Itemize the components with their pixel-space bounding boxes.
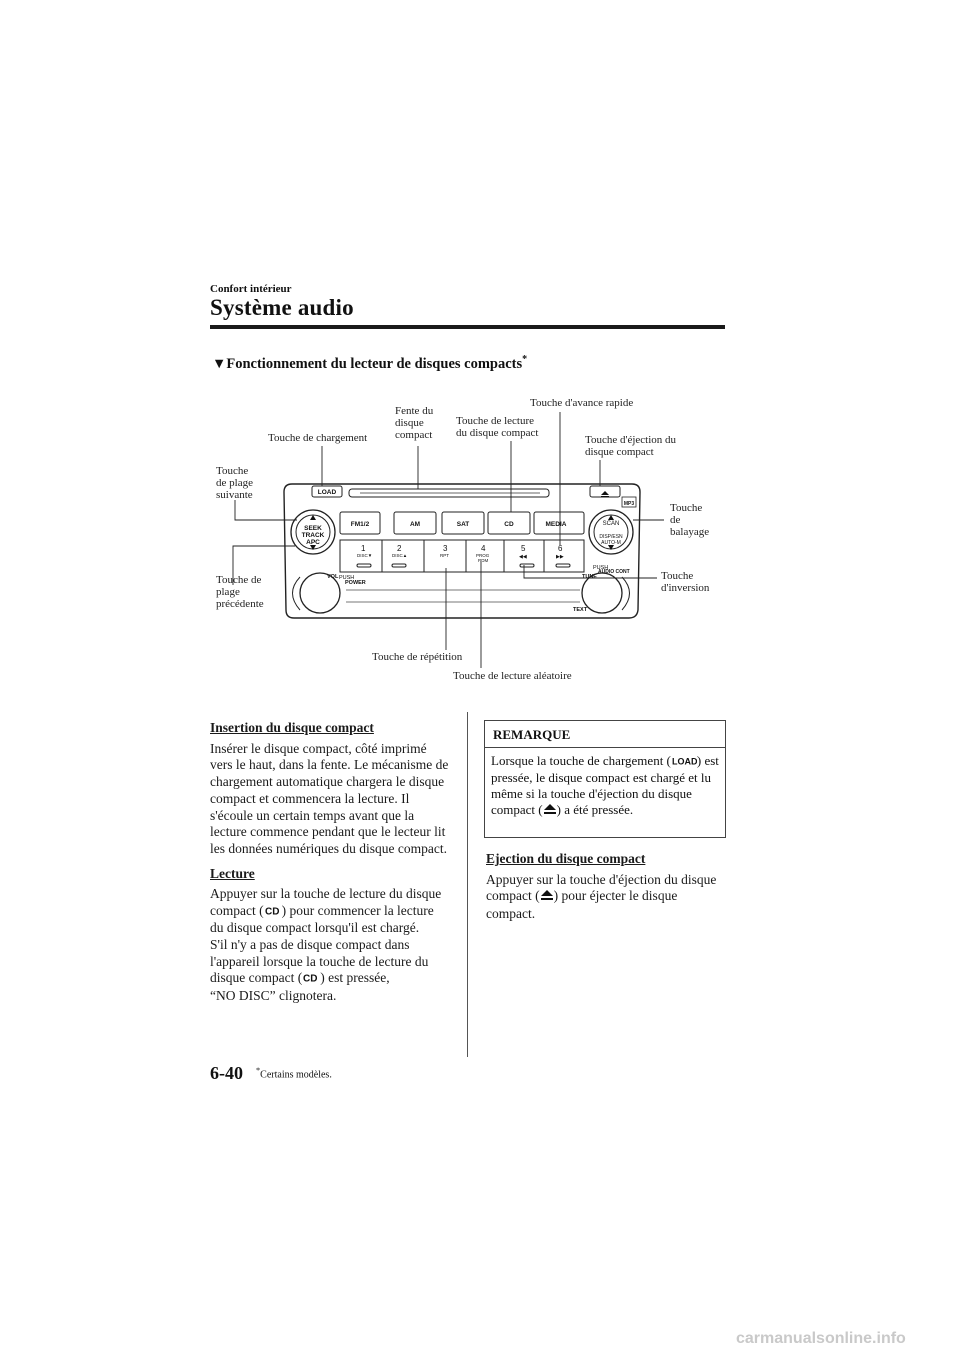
label-fente-3: compact [395,429,433,441]
panel-outline [284,484,640,618]
eject-icon [540,889,554,906]
label-avance: Touche d'avance rapide [530,397,634,409]
footer-note-text: Certains modèles. [260,1069,332,1081]
section-marker: ▼ [212,355,227,372]
heading-ejection: Ejection du disque compact [486,851,646,866]
label-precedente [216,574,264,610]
label-suivante-2: de plage [216,477,253,489]
svg-text:CD: CD [264,906,280,916]
preset-2-sub: DISC▲ [392,553,408,558]
page-title: Système audio [210,295,354,320]
panel-apc-text: APC [306,539,320,546]
panel-disp-text: DISP/ESN [599,534,623,540]
preset-4-sub: PROG [476,553,490,558]
preset-4-text: 4 [481,544,486,553]
label-inversion [661,570,709,594]
panel-logo-text: MP3 [623,501,635,507]
note-body [485,748,725,819]
column-divider [467,712,468,1057]
panel-vol-text: VOL [327,574,339,580]
footer-asterisk: * [256,1066,261,1075]
para-ejection [486,872,724,923]
para-nodisc-a: S'il n'y a pas de disque compact dans l'appareil lorsque la touche de lecture du disque compact ( [210,936,429,986]
note-text-2: ) est pressée, le disque compact est chargé et lu même si la touche d'éjection du disque compact ( [491,753,719,818]
label-precedente-1: Touche de [216,574,262,586]
note-title: REMARQUE [485,721,725,748]
preset-1-text: 1 [361,544,366,553]
label-precedente-3: précédente [216,598,264,610]
label-ejection-2: disque compact [585,446,654,458]
preset-2-text: 2 [397,544,402,553]
para-ejection-a: Appuyer sur la touche d'éjection du disque compact ( [486,871,717,904]
preset-5-text: 5 [521,544,526,553]
label-repetition: Touche de répétition [372,651,463,663]
para-lecture [210,886,450,937]
eject-icon [543,803,557,819]
panel-track-text: TRACK [301,532,325,539]
section-asterisk: * [522,354,528,365]
panel-audio-text: AUDIO CONT [598,569,630,575]
label-ejection [585,434,676,458]
panel-scan-text: SCAN [602,521,620,527]
label-inversion-1: Touche [661,570,694,582]
label-precedente-2: plage [216,586,240,598]
para-ejection-b: ) pour éjecter le disque compact. [486,888,678,921]
label-ejection-1: Touche d'éjection du [585,434,677,446]
panel-am-text: AM [409,521,421,528]
para-nodisc-b: ) est pressée, [320,970,390,986]
note-text-3: ) a été pressée. [556,802,634,818]
load-icon [671,754,697,770]
note-text-1: Lorsque la touche de chargement ( [491,753,671,768]
para-nodisc-c: “NO DISC” clignotera. [210,987,337,1003]
label-fente [395,405,433,441]
cd-icon [302,971,320,988]
panel-text-text: TEXT [573,607,588,613]
panel-media-text: MEDIA [545,521,567,528]
label-suivante [216,465,253,501]
panel-load-text: LOAD [317,489,337,496]
preset-5-sub: ◀◀ [519,554,527,560]
left-column [210,720,450,1004]
para-nodisc [210,937,450,1004]
label-suivante-1: Touche [216,465,249,477]
panel-cd-text: CD [504,521,514,528]
preset-4-sub2: RDM [478,558,489,563]
heading-insertion: Insertion du disque compact [210,720,374,735]
label-lecture-2: du disque compact [456,427,539,439]
footer-note [256,1066,332,1080]
label-balayage [670,502,709,538]
label-chargement: Touche de chargement [268,432,368,444]
preset-row [340,540,584,572]
para-lecture-b: ) pour commencer la lecture du disque compact lorsqu'il est chargé. [210,903,434,936]
panel-fm-text: FM1/2 [350,521,370,528]
svg-text:CD: CD [303,973,318,983]
note-box [484,720,726,838]
label-balayage-1: Touche [670,502,703,514]
preset-6-text: 6 [558,544,563,553]
panel-tune-text: TUNE [582,574,597,580]
heading-lecture: Lecture [210,865,255,881]
label-lecture [456,415,538,439]
para-insertion: Insérer le disque compact, côté imprimé vers le haut, dans la fente. Le mécanisme de chargement automatique chargera le disque compact et commencera la lecture. Il s'écoule un certain temps avant que la lecture commence pendant que le lecteur lit les données numériques du disque compact. [210,740,449,856]
label-balayage-2: de [670,514,681,526]
panel-sat-text: SAT [456,521,470,528]
label-lecture-1: Touche de lecture [456,415,535,427]
label-inversion-2: d'inversion [661,582,710,594]
label-suivante-3: suivante [216,489,253,501]
panel-seek-text: SEEK [304,525,322,532]
cd-icon [264,904,282,921]
panel-autom-text: AUTO-M [601,540,621,546]
panel-power-text: POWER [345,580,366,586]
preset-3-text: 3 [443,544,448,553]
section-kicker: Confort intérieur [210,283,292,295]
para-lecture-a: Appuyer sur la touche de lecture du disque compact ( [210,886,442,919]
panel-push1-text: PUSH [339,575,355,581]
label-aleatoire: Touche de lecture aléatoire [453,670,572,682]
preset-3-sub: RPT [440,553,449,558]
preset-1-sub: DISC▼ [357,553,373,558]
label-balayage-3: balayage [670,526,710,538]
preset-6-sub: ▶▶ [556,554,564,560]
watermark: carmanualsonline.info [736,1330,906,1347]
section-title: Fonctionnement du lecteur de disques compacts [226,355,523,372]
panel-push2-text: PUSH [593,565,609,571]
right-column [486,851,724,922]
svg-text:LOAD: LOAD [671,756,697,767]
leader-suivante [235,500,297,520]
label-fente-2: disque [395,417,424,429]
label-fente-1: Fente du [395,405,434,417]
page-number: 6-40 [210,1063,243,1083]
